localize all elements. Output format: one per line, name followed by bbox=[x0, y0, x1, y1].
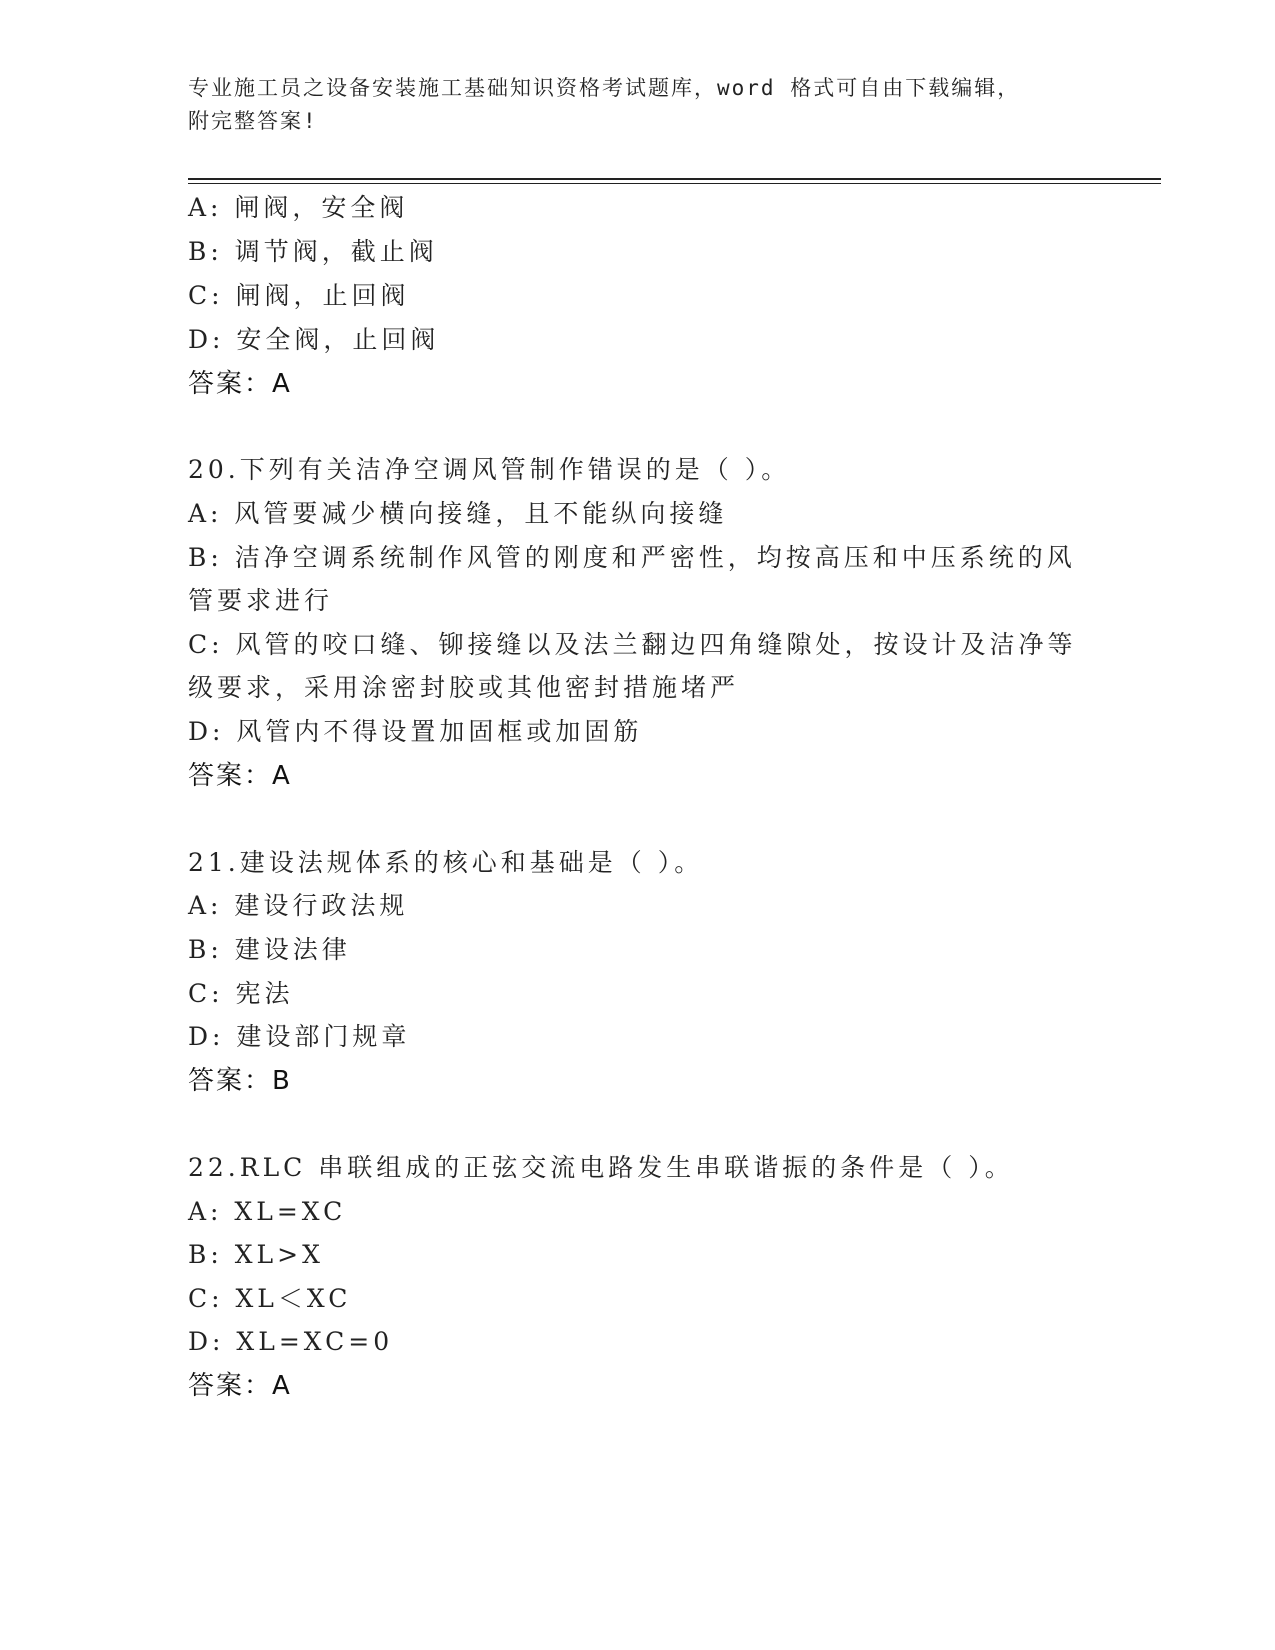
q20-option-b-line1: B: 洁净空调系统制作风管的刚度和严密性，均按高压和中压系统的风 bbox=[188, 543, 1076, 572]
q19-option-c: C: 闸阀，止回阀 bbox=[188, 281, 410, 310]
q22-option-d: D: XL=XC=0 bbox=[188, 1327, 394, 1356]
q22-answer: 答案：A bbox=[188, 1371, 292, 1401]
q19-option-a: A: 闸阀，安全阀 bbox=[188, 193, 409, 222]
header-rule-thick bbox=[188, 178, 1161, 180]
q21-question: 21.建设法规体系的核心和基础是（ ）。 bbox=[188, 848, 704, 877]
q20-option-c-line2: 级要求，采用涂密封胶或其他密封措施堵严 bbox=[188, 673, 740, 702]
q20-option-b-line2: 管要求进行 bbox=[188, 586, 334, 615]
q22-option-b: B: XL>X bbox=[188, 1240, 324, 1269]
q21-answer: 答案：B bbox=[188, 1066, 292, 1096]
q22-option-c: C: XL＜XC bbox=[188, 1284, 352, 1313]
document-header bbox=[188, 72, 1088, 138]
q21-option-d: D: 建设部门规章 bbox=[188, 1022, 411, 1051]
q21-option-b: B: 建设法律 bbox=[188, 935, 351, 964]
q20-option-c-line1: C: 风管的咬口缝、铆接缝以及法兰翻边四角缝隙处，按设计及洁净等 bbox=[188, 630, 1077, 659]
q21-option-a: A: 建设行政法规 bbox=[188, 891, 409, 920]
q20-answer: 答案：A bbox=[188, 761, 292, 791]
q19-option-d: D: 安全阀，止回阀 bbox=[188, 325, 440, 354]
q20-question: 20.下列有关洁净空调风管制作错误的是（ ）。 bbox=[188, 455, 791, 484]
q19-answer: 答案：A bbox=[188, 369, 292, 399]
q20-option-a: A: 风管要减少横向接缝，且不能纵向接缝 bbox=[188, 499, 728, 528]
q19-option-b: B: 调节阀，截止阀 bbox=[188, 237, 438, 266]
header-line-2: 附完整答案! bbox=[188, 109, 318, 133]
q21-option-c: C: 宪法 bbox=[188, 979, 294, 1008]
q22-option-a: A: XL=XC bbox=[188, 1197, 347, 1226]
q22-question: 22.RLC 串联组成的正弦交流电路发生串联谐振的条件是（ ）。 bbox=[188, 1153, 1014, 1182]
header-rule-thin bbox=[188, 183, 1161, 184]
q20-option-d: D: 风管内不得设置加固框或加固筋 bbox=[188, 717, 643, 746]
header-line-1: 专业施工员之设备安装施工基础知识资格考试题库，word 格式可自由下载编辑， bbox=[188, 76, 1021, 100]
